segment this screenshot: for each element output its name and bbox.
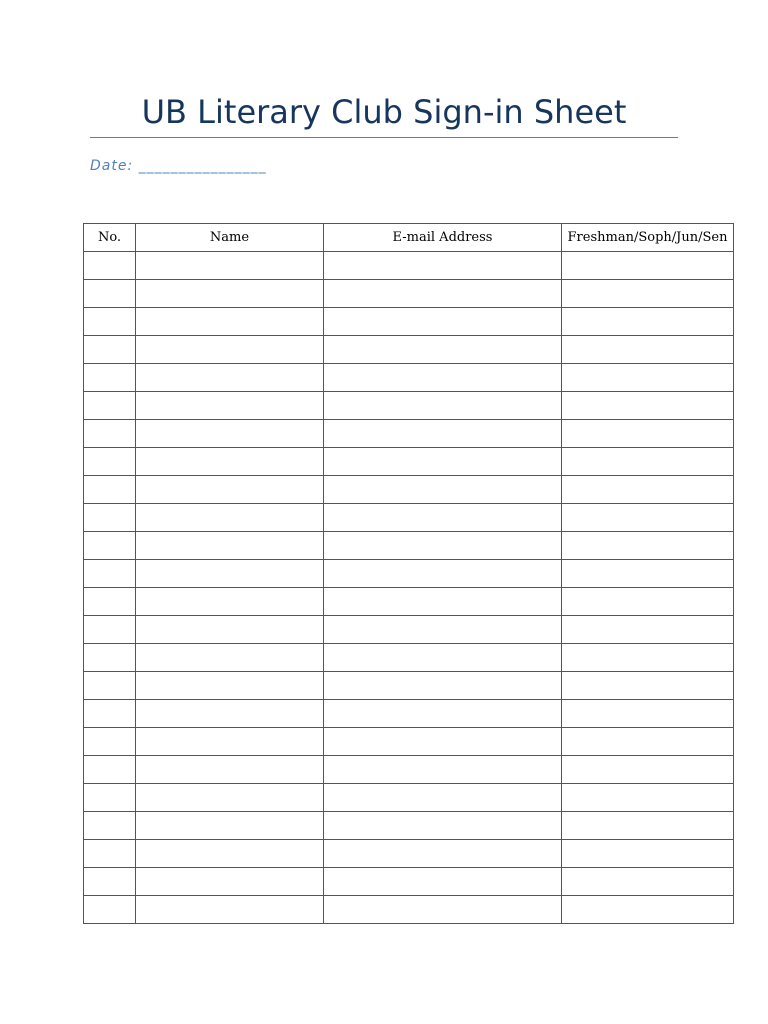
- cell-no[interactable]: [84, 784, 136, 812]
- table-row: [84, 392, 734, 420]
- cell-name[interactable]: [136, 308, 324, 336]
- cell-class-year[interactable]: [562, 392, 734, 420]
- cell-no[interactable]: [84, 280, 136, 308]
- cell-class-year[interactable]: [562, 560, 734, 588]
- table-row: [84, 728, 734, 756]
- table-row: [84, 532, 734, 560]
- cell-email[interactable]: [324, 672, 562, 700]
- cell-no[interactable]: [84, 644, 136, 672]
- cell-class-year[interactable]: [562, 476, 734, 504]
- table-row: [84, 756, 734, 784]
- table-row: [84, 868, 734, 896]
- cell-class-year[interactable]: [562, 672, 734, 700]
- table-row: [84, 840, 734, 868]
- cell-class-year[interactable]: [562, 896, 734, 924]
- table-row: [84, 560, 734, 588]
- cell-name[interactable]: [136, 364, 324, 392]
- cell-name[interactable]: [136, 560, 324, 588]
- cell-class-year[interactable]: [562, 308, 734, 336]
- cell-email[interactable]: [324, 476, 562, 504]
- cell-name[interactable]: [136, 644, 324, 672]
- cell-email[interactable]: [324, 644, 562, 672]
- cell-email[interactable]: [324, 588, 562, 616]
- column-header-no: No.: [84, 224, 136, 252]
- cell-class-year[interactable]: [562, 336, 734, 364]
- cell-email[interactable]: [324, 252, 562, 280]
- cell-no[interactable]: [84, 728, 136, 756]
- cell-class-year[interactable]: [562, 840, 734, 868]
- table-row: [84, 252, 734, 280]
- cell-email[interactable]: [324, 392, 562, 420]
- cell-no[interactable]: [84, 868, 136, 896]
- table-row: [84, 308, 734, 336]
- cell-name[interactable]: [136, 532, 324, 560]
- cell-name[interactable]: [136, 420, 324, 448]
- cell-name[interactable]: [136, 812, 324, 840]
- cell-class-year[interactable]: [562, 364, 734, 392]
- cell-name[interactable]: [136, 448, 324, 476]
- cell-name[interactable]: [136, 476, 324, 504]
- cell-class-year[interactable]: [562, 252, 734, 280]
- column-header-name: Name: [136, 224, 324, 252]
- cell-no[interactable]: [84, 840, 136, 868]
- cell-email[interactable]: [324, 700, 562, 728]
- cell-no[interactable]: [84, 420, 136, 448]
- table-row: [84, 504, 734, 532]
- cell-class-year[interactable]: [562, 532, 734, 560]
- table-row: [84, 588, 734, 616]
- cell-no[interactable]: [84, 560, 136, 588]
- cell-class-year[interactable]: [562, 504, 734, 532]
- cell-class-year[interactable]: [562, 868, 734, 896]
- cell-no[interactable]: [84, 616, 136, 644]
- cell-no[interactable]: [84, 588, 136, 616]
- table-body: [84, 252, 734, 924]
- cell-name[interactable]: [136, 504, 324, 532]
- cell-no[interactable]: [84, 756, 136, 784]
- column-header-email: E-mail Address: [324, 224, 562, 252]
- cell-class-year[interactable]: [562, 616, 734, 644]
- table-row: [84, 644, 734, 672]
- cell-email[interactable]: [324, 504, 562, 532]
- page-title: UB Literary Club Sign-in Sheet: [141, 93, 627, 131]
- cell-class-year[interactable]: [562, 728, 734, 756]
- cell-class-year[interactable]: [562, 280, 734, 308]
- column-header-class-year: Freshman/Soph/Jun/Sen: [562, 224, 734, 252]
- cell-no[interactable]: [84, 700, 136, 728]
- cell-email[interactable]: [324, 812, 562, 840]
- table-row: [84, 616, 734, 644]
- table-row: [84, 672, 734, 700]
- cell-class-year[interactable]: [562, 420, 734, 448]
- cell-email[interactable]: [324, 728, 562, 756]
- cell-email[interactable]: [324, 364, 562, 392]
- cell-email[interactable]: [324, 784, 562, 812]
- cell-email[interactable]: [324, 896, 562, 924]
- cell-no[interactable]: [84, 504, 136, 532]
- cell-email[interactable]: [324, 280, 562, 308]
- table-row: [84, 336, 734, 364]
- cell-email[interactable]: [324, 448, 562, 476]
- cell-email[interactable]: [324, 308, 562, 336]
- cell-email[interactable]: [324, 616, 562, 644]
- table-header-row: [84, 224, 734, 252]
- cell-no[interactable]: [84, 532, 136, 560]
- cell-name[interactable]: [136, 588, 324, 616]
- table-row: [84, 784, 734, 812]
- cell-no[interactable]: [84, 392, 136, 420]
- cell-no[interactable]: [84, 364, 136, 392]
- cell-class-year[interactable]: [562, 756, 734, 784]
- table-row: [84, 420, 734, 448]
- cell-name[interactable]: [136, 868, 324, 896]
- cell-class-year[interactable]: [562, 784, 734, 812]
- cell-class-year[interactable]: [562, 644, 734, 672]
- cell-name[interactable]: [136, 756, 324, 784]
- table-row: [84, 476, 734, 504]
- cell-name[interactable]: [136, 784, 324, 812]
- cell-no[interactable]: [84, 448, 136, 476]
- cell-name[interactable]: [136, 728, 324, 756]
- cell-name[interactable]: [136, 896, 324, 924]
- cell-no[interactable]: [84, 336, 136, 364]
- cell-class-year[interactable]: [562, 812, 734, 840]
- cell-name[interactable]: [136, 700, 324, 728]
- cell-email[interactable]: [324, 560, 562, 588]
- cell-email[interactable]: [324, 532, 562, 560]
- table-row: [84, 448, 734, 476]
- cell-name[interactable]: [136, 252, 324, 280]
- title-divider: [90, 137, 678, 138]
- cell-no[interactable]: [84, 812, 136, 840]
- table-row: [84, 700, 734, 728]
- cell-no[interactable]: [84, 476, 136, 504]
- table-row: [84, 280, 734, 308]
- cell-email[interactable]: [324, 840, 562, 868]
- cell-name[interactable]: [136, 392, 324, 420]
- table-row: [84, 364, 734, 392]
- cell-no[interactable]: [84, 252, 136, 280]
- cell-email[interactable]: [324, 336, 562, 364]
- cell-class-year[interactable]: [562, 588, 734, 616]
- cell-name[interactable]: [136, 280, 324, 308]
- cell-name[interactable]: [136, 840, 324, 868]
- cell-class-year[interactable]: [562, 700, 734, 728]
- cell-email[interactable]: [324, 756, 562, 784]
- signin-table: [83, 223, 734, 924]
- cell-no[interactable]: [84, 672, 136, 700]
- table-row: [84, 812, 734, 840]
- date-field[interactable]: Date: ________________: [90, 158, 267, 174]
- cell-email[interactable]: [324, 868, 562, 896]
- cell-email[interactable]: [324, 420, 562, 448]
- cell-name[interactable]: [136, 616, 324, 644]
- table-row: [84, 896, 734, 924]
- cell-no[interactable]: [84, 308, 136, 336]
- cell-class-year[interactable]: [562, 448, 734, 476]
- cell-name[interactable]: [136, 672, 324, 700]
- cell-no[interactable]: [84, 896, 136, 924]
- cell-name[interactable]: [136, 336, 324, 364]
